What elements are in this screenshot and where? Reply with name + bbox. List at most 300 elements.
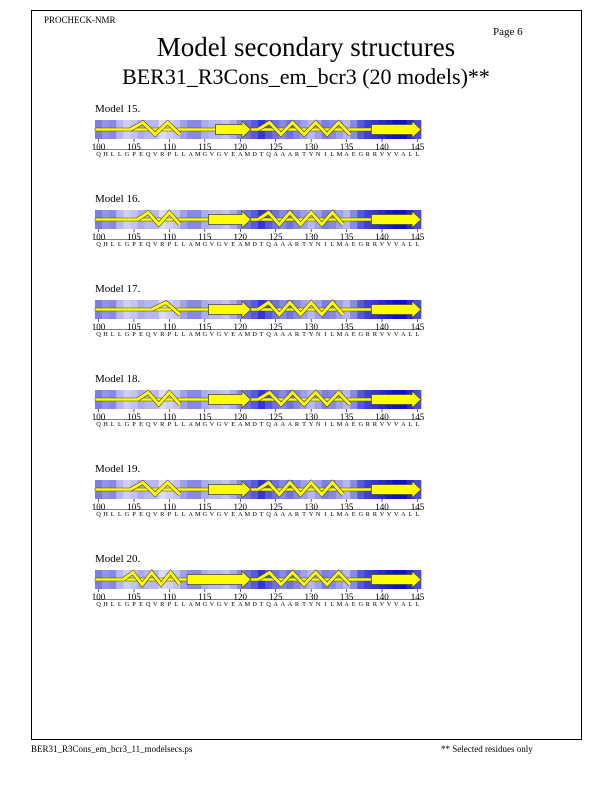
- residue-letter: R: [294, 511, 300, 518]
- tick-label: 105: [127, 592, 141, 602]
- tick-label: 130: [304, 592, 318, 602]
- residue-letter: V: [379, 331, 385, 338]
- residue-letter: M: [194, 511, 201, 518]
- residue-letter: V: [223, 241, 229, 248]
- residue-letter: L: [330, 151, 335, 158]
- residue-letter: R: [160, 601, 165, 608]
- residue-letter: A: [280, 511, 286, 518]
- residue-letter: G: [358, 421, 364, 428]
- residue-letter: A: [280, 421, 286, 428]
- tick-label: 110: [162, 322, 176, 332]
- residue-letter: V: [393, 331, 399, 338]
- tick-label: 145: [410, 322, 425, 332]
- residue-letter: L: [117, 151, 122, 158]
- tick-label: 115: [198, 502, 212, 512]
- tick-label: 140: [375, 502, 389, 512]
- residue-letter: Q: [266, 331, 271, 338]
- residue-letter: G: [124, 511, 130, 518]
- residue-letter: V: [152, 331, 158, 338]
- residue-letter: M: [244, 421, 251, 428]
- residue-letter: I: [324, 421, 327, 428]
- residue-letter: L: [110, 241, 115, 248]
- residue-letter: E: [351, 511, 356, 518]
- residue-letter: R: [372, 331, 378, 338]
- residue-letter: Q: [266, 601, 271, 608]
- tick-label: 100: [91, 592, 106, 602]
- residue-letter: N: [315, 331, 321, 338]
- residue-letter: G: [124, 331, 130, 338]
- residue-letter: A: [188, 421, 194, 428]
- tick-label: 105: [127, 412, 141, 422]
- residue-letter: M: [336, 511, 343, 518]
- residue-letter: R: [160, 241, 165, 248]
- residue-letter: L: [181, 601, 186, 608]
- residue-letter: Y: [308, 511, 314, 518]
- residue-letter: T: [302, 511, 307, 518]
- residue-letter: A: [344, 151, 349, 158]
- residue-letter: V: [223, 511, 229, 518]
- residue-letter: P: [132, 601, 136, 608]
- residue-letter: M: [244, 601, 251, 608]
- residue-letter: A: [287, 331, 293, 338]
- residue-letter: A: [400, 241, 406, 248]
- residue-letter: Q: [266, 241, 271, 248]
- residue-letter: L: [117, 511, 122, 518]
- residue-letter: G: [124, 151, 130, 158]
- residue-letter: E: [139, 151, 144, 158]
- residue-letter: L: [330, 331, 335, 338]
- residue-letter: M: [244, 151, 251, 158]
- page-title: Model secondary structures: [156, 32, 456, 62]
- tick-label: 100: [91, 412, 106, 422]
- residue-letter: L: [415, 511, 420, 518]
- tick-label: 130: [304, 322, 318, 332]
- residue-letter: G: [202, 151, 208, 158]
- residue-letter: G: [358, 331, 364, 338]
- residue-letter: Y: [308, 331, 314, 338]
- tick-label: 125: [268, 412, 283, 422]
- tick-label: 115: [198, 322, 212, 332]
- residue-letter: Q: [96, 151, 101, 158]
- residue-letter: G: [124, 421, 130, 428]
- residue-letter: M: [336, 421, 343, 428]
- residue-letter: Y: [308, 151, 314, 158]
- residue-letter: A: [188, 511, 194, 518]
- residue-letter: A: [237, 601, 243, 608]
- tick-label: 120: [233, 142, 248, 152]
- residue-letter: V: [152, 601, 158, 608]
- tick-label: 100: [91, 142, 106, 152]
- residue-letter: L: [174, 601, 179, 608]
- tick-label: 110: [162, 412, 176, 422]
- residue-letter: P: [167, 151, 172, 158]
- residue-letter: G: [358, 601, 364, 608]
- residue-letter: V: [223, 331, 229, 338]
- residue-letter: L: [110, 511, 115, 518]
- residue-letter: V: [209, 601, 215, 608]
- tick-label: 110: [162, 142, 176, 152]
- residue-letter: A: [237, 421, 243, 428]
- tick-label: 140: [375, 592, 389, 602]
- residue-letter: G: [202, 421, 208, 428]
- residue-letter: A: [287, 421, 293, 428]
- residue-letter: G: [202, 511, 208, 518]
- residue-letter: T: [302, 151, 307, 158]
- residue-letter: D: [252, 241, 257, 248]
- residue-letter: L: [110, 421, 115, 428]
- residue-letter: Q: [96, 601, 101, 608]
- residue-letter: P: [132, 421, 136, 428]
- residue-letter: A: [280, 601, 286, 608]
- residue-letter: L: [174, 511, 179, 518]
- residue-letter: A: [280, 151, 286, 158]
- residue-letter: L: [330, 421, 335, 428]
- residue-letter: G: [358, 241, 364, 248]
- residue-letter: G: [216, 421, 222, 428]
- residue-letter: M: [336, 331, 343, 338]
- residue-letter: Q: [266, 511, 271, 518]
- residue-letter: P: [132, 151, 136, 158]
- residue-letter: P: [167, 421, 172, 428]
- residue-letter: Q: [145, 151, 151, 158]
- residue-letter: A: [188, 151, 194, 158]
- residue-letter: Y: [308, 241, 314, 248]
- residue-letter: P: [167, 331, 172, 338]
- residue-letter: R: [365, 331, 370, 338]
- residue-letter: L: [408, 511, 413, 518]
- residue-letter: P: [132, 331, 136, 338]
- tick-label: 145: [410, 412, 425, 422]
- residue-letter: V: [393, 241, 399, 248]
- residue-letter: V: [223, 151, 229, 158]
- residue-letter: N: [315, 241, 321, 248]
- residue-letter: M: [244, 241, 251, 248]
- residue-letter: Q: [145, 421, 151, 428]
- residue-letter: E: [231, 601, 236, 608]
- residue-letter: Q: [145, 601, 151, 608]
- residue-letter: L: [174, 241, 179, 248]
- residue-letter: A: [287, 241, 293, 248]
- residue-letter: D: [252, 331, 257, 338]
- residue-letter: Q: [266, 421, 271, 428]
- residue-letter: I: [324, 241, 327, 248]
- residue-letter: H: [103, 421, 108, 428]
- tick-label: 120: [233, 412, 248, 422]
- tick-label: 100: [91, 502, 106, 512]
- tick-label: 105: [127, 322, 141, 332]
- tick-label: 115: [198, 142, 212, 152]
- residue-letter: Q: [96, 421, 101, 428]
- residue-letter: M: [336, 241, 343, 248]
- residue-letter: A: [400, 331, 406, 338]
- tick-label: 120: [233, 322, 248, 332]
- residue-letter: A: [188, 601, 194, 608]
- residue-letter: L: [408, 601, 413, 608]
- residue-letter: R: [160, 421, 165, 428]
- tick-label: 105: [127, 232, 141, 242]
- residue-letter: N: [315, 511, 321, 518]
- tick-label: 115: [198, 232, 212, 242]
- residue-letter: A: [273, 331, 279, 338]
- residue-letter: A: [237, 331, 243, 338]
- residue-letter: H: [103, 601, 108, 608]
- residue-letter: E: [351, 601, 356, 608]
- residue-letter: L: [110, 151, 115, 158]
- residue-letter: L: [174, 421, 179, 428]
- residue-letter: V: [393, 421, 399, 428]
- tick-label: 125: [268, 142, 283, 152]
- residue-letter: R: [365, 241, 370, 248]
- tick-label: 140: [375, 232, 389, 242]
- residue-letter: T: [302, 601, 307, 608]
- residue-letter: R: [372, 241, 378, 248]
- residue-letter: E: [231, 151, 236, 158]
- residue-letter: H: [103, 241, 108, 248]
- residue-letter: V: [223, 601, 229, 608]
- residue-letter: M: [194, 151, 201, 158]
- residue-letter: E: [351, 421, 356, 428]
- residue-letter: Q: [96, 331, 101, 338]
- residue-letter: L: [110, 331, 115, 338]
- residue-letter: M: [194, 421, 201, 428]
- residue-letter: Q: [145, 241, 151, 248]
- residue-letter: V: [393, 601, 399, 608]
- residue-letter: R: [365, 511, 370, 518]
- footer-note: ** Selected residues only: [441, 744, 533, 754]
- residue-letter: A: [400, 151, 406, 158]
- residue-letter: I: [324, 331, 327, 338]
- residue-letter: Q: [145, 511, 151, 518]
- residue-letter: A: [273, 151, 279, 158]
- residue-letter: R: [294, 601, 300, 608]
- residue-letter: R: [160, 331, 165, 338]
- tick-label: 140: [375, 142, 389, 152]
- residue-letter: L: [174, 151, 179, 158]
- residue-letter: G: [216, 511, 222, 518]
- residue-letter: R: [294, 241, 300, 248]
- residue-letter: V: [386, 241, 392, 248]
- tick-label: 140: [375, 412, 389, 422]
- residue-letter: A: [287, 151, 293, 158]
- residue-letter: P: [167, 511, 172, 518]
- residue-letter: T: [259, 511, 264, 518]
- residue-letter: T: [259, 241, 264, 248]
- residue-letter: G: [202, 331, 208, 338]
- residue-letter: L: [415, 601, 420, 608]
- residue-letter: A: [273, 511, 279, 518]
- residue-letter: L: [117, 421, 122, 428]
- tick-label: 135: [339, 502, 354, 512]
- residue-letter: T: [302, 421, 307, 428]
- residue-letter: V: [209, 331, 215, 338]
- residue-letter: P: [132, 511, 136, 518]
- residue-letter: A: [280, 331, 286, 338]
- residue-letter: E: [231, 331, 236, 338]
- tick-label: 130: [304, 142, 318, 152]
- residue-letter: V: [152, 151, 158, 158]
- residue-letter: R: [372, 601, 378, 608]
- residue-letter: G: [358, 511, 364, 518]
- residue-letter: V: [393, 151, 399, 158]
- program-name: PROCHECK-NMR: [44, 15, 116, 25]
- residue-letter: L: [415, 421, 420, 428]
- residue-letter: G: [124, 601, 130, 608]
- residue-letter: L: [408, 151, 413, 158]
- tick-label: 135: [339, 322, 354, 332]
- residue-letter: Y: [308, 421, 314, 428]
- residue-letter: T: [259, 331, 264, 338]
- residue-letter: E: [231, 421, 236, 428]
- residue-letter: R: [372, 421, 378, 428]
- tick-label: 130: [304, 412, 318, 422]
- residue-letter: G: [202, 241, 208, 248]
- residue-letter: G: [358, 151, 364, 158]
- residue-letter: L: [408, 331, 413, 338]
- tick-label: 140: [375, 322, 389, 332]
- model-label: Model 18.: [95, 373, 141, 385]
- residue-letter: E: [351, 241, 356, 248]
- tick-label: 145: [410, 592, 425, 602]
- residue-letter: N: [315, 421, 321, 428]
- residue-letter: A: [237, 511, 243, 518]
- residue-letter: L: [330, 601, 335, 608]
- residue-letter: P: [167, 601, 172, 608]
- residue-letter: M: [194, 601, 201, 608]
- residue-letter: G: [216, 241, 222, 248]
- residue-letter: R: [294, 331, 300, 338]
- residue-letter: R: [365, 601, 370, 608]
- residue-letter: E: [139, 241, 144, 248]
- residue-letter: P: [132, 241, 136, 248]
- residue-letter: I: [324, 151, 327, 158]
- tick-label: 135: [339, 142, 354, 152]
- residue-letter: E: [351, 151, 356, 158]
- residue-letter: R: [365, 151, 370, 158]
- tick-label: 110: [162, 502, 176, 512]
- residue-letter: D: [252, 601, 257, 608]
- residue-letter: G: [216, 331, 222, 338]
- residue-letter: E: [231, 241, 236, 248]
- residue-letter: Q: [96, 511, 101, 518]
- residue-letter: L: [117, 241, 122, 248]
- residue-letter: R: [160, 151, 165, 158]
- tick-label: 120: [233, 232, 248, 242]
- residue-letter: G: [202, 601, 208, 608]
- residue-letter: R: [160, 511, 165, 518]
- residue-letter: L: [181, 421, 186, 428]
- residue-letter: V: [209, 241, 215, 248]
- residue-letter: A: [344, 331, 349, 338]
- residue-letter: V: [379, 601, 385, 608]
- residue-letter: A: [273, 421, 279, 428]
- residue-letter: T: [259, 151, 264, 158]
- tick-label: 105: [127, 502, 141, 512]
- residue-letter: L: [181, 151, 186, 158]
- tick-label: 125: [268, 592, 283, 602]
- residue-letter: L: [330, 241, 335, 248]
- residue-letter: E: [139, 421, 144, 428]
- tick-label: 145: [410, 502, 425, 512]
- residue-letter: H: [103, 331, 108, 338]
- footer-filename: BER31_R3Cons_em_bcr3_11_modelsecs.ps: [31, 744, 193, 754]
- residue-letter: V: [209, 421, 215, 428]
- residue-letter: L: [174, 331, 179, 338]
- residue-letter: M: [194, 241, 201, 248]
- residue-letter: E: [351, 331, 356, 338]
- model-label: Model 15.: [95, 103, 141, 115]
- residue-letter: L: [415, 151, 420, 158]
- residue-letter: G: [216, 601, 222, 608]
- tick-label: 145: [410, 142, 425, 152]
- residue-letter: R: [294, 151, 300, 158]
- tick-label: 135: [339, 232, 354, 242]
- residue-letter: H: [103, 151, 108, 158]
- residue-letter: P: [167, 241, 172, 248]
- residue-letter: M: [194, 331, 201, 338]
- tick-label: 125: [268, 232, 283, 242]
- residue-letter: A: [273, 241, 279, 248]
- residue-letter: V: [209, 151, 215, 158]
- residue-letter: V: [386, 601, 392, 608]
- model-label: Model 19.: [95, 463, 141, 475]
- residue-letter: L: [415, 331, 420, 338]
- residue-letter: V: [379, 241, 385, 248]
- residue-letter: L: [415, 241, 420, 248]
- residue-letter: M: [336, 151, 343, 158]
- residue-letter: A: [400, 511, 406, 518]
- residue-letter: V: [223, 421, 229, 428]
- residue-letter: T: [259, 601, 264, 608]
- residue-letter: G: [124, 241, 130, 248]
- residue-letter: V: [152, 511, 158, 518]
- residue-letter: D: [252, 151, 257, 158]
- residue-letter: L: [181, 241, 186, 248]
- residue-letter: A: [287, 511, 293, 518]
- page-number: Page 6: [493, 26, 523, 38]
- tick-label: 100: [91, 232, 106, 242]
- tick-label: 120: [233, 502, 248, 512]
- residue-letter: L: [117, 331, 122, 338]
- tick-label: 110: [162, 592, 176, 602]
- residue-letter: R: [372, 511, 378, 518]
- residue-letter: D: [252, 421, 257, 428]
- model-label: Model 16.: [95, 193, 141, 205]
- residue-letter: I: [324, 511, 327, 518]
- residue-letter: V: [379, 421, 385, 428]
- tick-label: 135: [339, 412, 354, 422]
- tick-label: 130: [304, 502, 318, 512]
- residue-letter: V: [152, 241, 158, 248]
- residue-letter: R: [365, 421, 370, 428]
- residue-letter: V: [152, 421, 158, 428]
- residue-letter: M: [244, 331, 251, 338]
- tick-label: 100: [91, 322, 106, 332]
- residue-letter: A: [237, 151, 243, 158]
- residue-letter: Q: [96, 241, 101, 248]
- tick-label: 130: [304, 232, 318, 242]
- residue-letter: L: [181, 331, 186, 338]
- residue-letter: T: [302, 331, 307, 338]
- residue-letter: I: [324, 601, 327, 608]
- residue-letter: M: [336, 601, 343, 608]
- residue-letter: A: [344, 421, 349, 428]
- residue-letter: A: [344, 601, 349, 608]
- residue-letter: A: [188, 331, 194, 338]
- tick-label: 105: [127, 142, 141, 152]
- residue-letter: D: [252, 511, 257, 518]
- residue-letter: A: [287, 601, 293, 608]
- tick-label: 135: [339, 592, 354, 602]
